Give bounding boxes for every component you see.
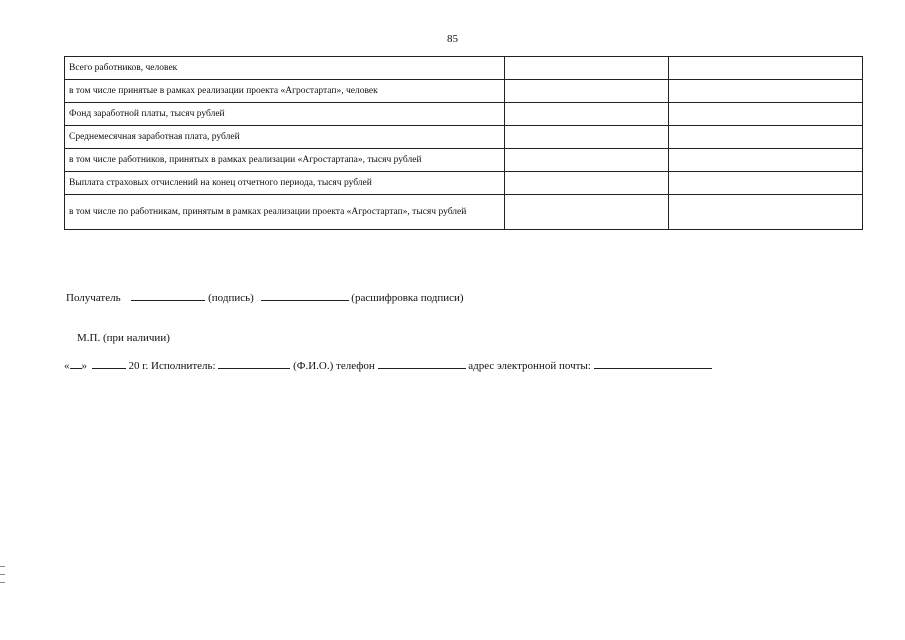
table-row [65, 80, 863, 103]
phone-blank[interactable] [378, 358, 466, 369]
decode-hint: (расшифровка подписи) [351, 292, 464, 304]
row-label: в том числе принятые в рамках реализации проекта «Агростартап», человек [65, 80, 505, 103]
table-row [65, 149, 863, 172]
phone-label: телефон [336, 360, 375, 372]
fio-label: (Ф.И.О.) [293, 360, 334, 372]
value-cell [505, 172, 669, 195]
stamp-note: М.П. (при наличии) [77, 332, 170, 344]
row-label: Фонд заработной платы, тысяч рублей [65, 103, 505, 126]
executor-blank[interactable] [218, 358, 290, 369]
year-prefix: 20 [128, 360, 140, 372]
value-cell [669, 80, 863, 103]
margin-mark [0, 574, 5, 575]
margin-mark [0, 582, 5, 583]
table-row [65, 126, 863, 149]
value-cell [669, 103, 863, 126]
year-suffix: г. [142, 360, 149, 372]
recipient-label: Получатель [66, 292, 121, 304]
margin-mark [0, 566, 5, 567]
signature-hint: (подпись) [208, 292, 254, 304]
value-cell [505, 57, 669, 80]
table-row [65, 195, 863, 230]
quote-close: » [81, 360, 87, 372]
signature-line [66, 290, 464, 304]
email-label: адрес электронной почты: [468, 360, 591, 372]
value-cell [505, 149, 669, 172]
table-row [65, 172, 863, 195]
signature-decode-blank[interactable] [261, 290, 349, 301]
page-number: 85 [447, 33, 458, 45]
value-cell [669, 57, 863, 80]
row-label: в том числе по работникам, принятым в рамках реализации проекта «Агростартап», тысяч рублей [65, 195, 505, 230]
value-cell [669, 126, 863, 149]
table-row [65, 103, 863, 126]
report-table [64, 56, 863, 230]
value-cell [669, 149, 863, 172]
signature-blank[interactable] [131, 290, 205, 301]
row-label: в том числе работников, принятых в рамках реализации «Агростартапа», тысяч рублей [65, 149, 505, 172]
row-label: Всего работников, человек [65, 57, 505, 80]
month-blank[interactable] [92, 358, 126, 369]
day-blank[interactable] [70, 358, 82, 369]
value-cell [505, 126, 669, 149]
quote-open: « [64, 360, 70, 372]
value-cell [669, 195, 863, 230]
value-cell [505, 195, 669, 230]
value-cell [669, 172, 863, 195]
table-row [65, 57, 863, 80]
executor-label: Исполнитель: [151, 360, 216, 372]
value-cell [505, 80, 669, 103]
row-label: Среднемесячная заработная плата, рублей [65, 126, 505, 149]
executor-line [64, 358, 712, 372]
row-label: Выплата страховых отчислений на конец отчетного периода, тысяч рублей [65, 172, 505, 195]
email-blank[interactable] [594, 358, 712, 369]
value-cell [505, 103, 669, 126]
